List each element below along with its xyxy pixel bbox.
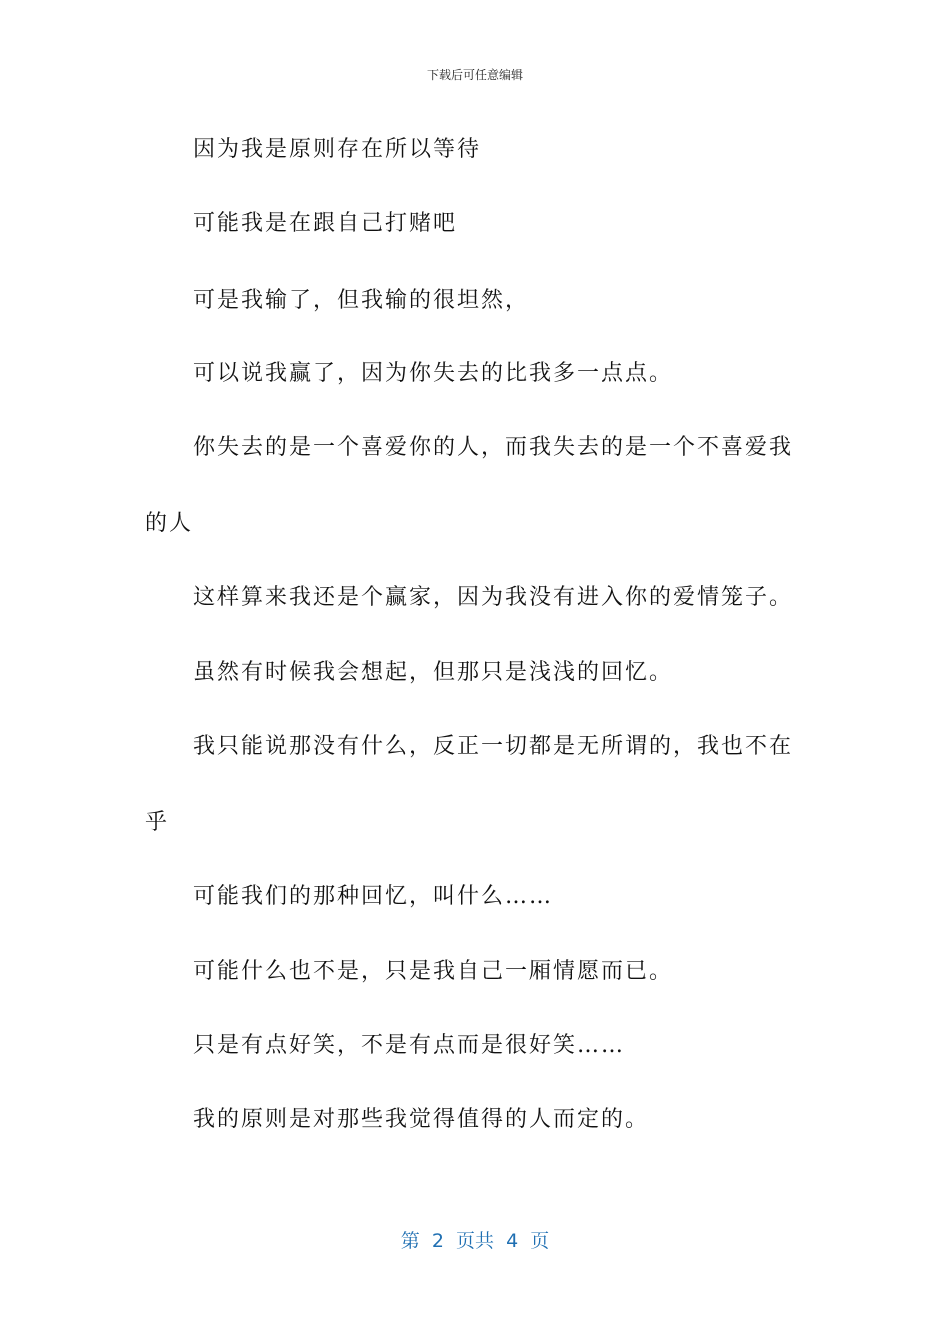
text-line-12: 我的原则是对那些我觉得值得的人而定的。 [193, 1107, 650, 1132]
text-line-11: 只是有点好笑，不是有点而是很好笑…… [193, 1033, 626, 1058]
text-line-1: 因为我是原则存在所以等待 [193, 137, 482, 162]
text-line-8-wrap: 乎 [145, 810, 170, 835]
text-line-9: 可能我们的那种回忆，叫什么…… [193, 884, 554, 909]
text-line-5: 你失去的是一个喜爱你的人，而我失去的是一个不喜爱我 [193, 435, 794, 460]
text-line-5-wrap: 的人 [145, 511, 194, 536]
text-line-6: 这样算来我还是个赢家，因为我没有进入你的爱情笼子。 [193, 585, 794, 610]
text-line-10: 可能什么也不是，只是我自己一厢情愿而已。 [193, 959, 674, 984]
page-footer: 第 2 页共 4 页 [400, 1230, 550, 1252]
text-line-4: 可以说我赢了，因为你失去的比我多一点点。 [193, 361, 674, 386]
text-line-8: 我只能说那没有什么，反正一切都是无所谓的，我也不在 [193, 734, 794, 759]
page-header: 下载后可任意编辑 [426, 68, 523, 82]
text-line-7: 虽然有时候我会想起，但那只是浅浅的回忆。 [193, 660, 674, 685]
text-line-3: 可是我输了，但我输的很坦然， [193, 288, 530, 313]
text-line-2: 可能我是在跟自己打赌吧 [193, 211, 458, 236]
